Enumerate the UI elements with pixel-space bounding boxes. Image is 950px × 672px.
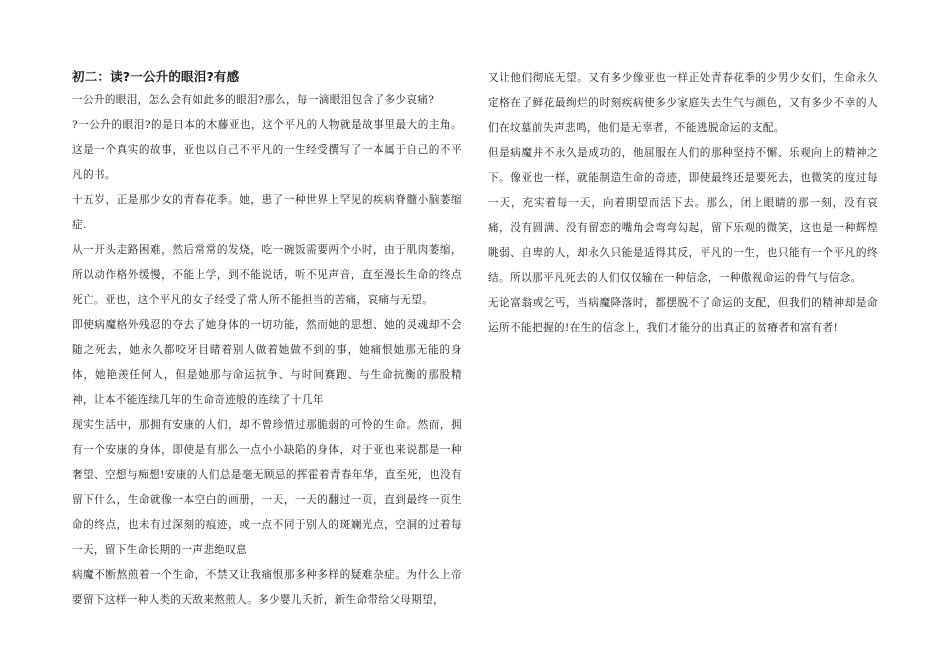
paragraph: 即使病魔格外残忍的夺去了她身体的一切功能，然而她的思想、她的灵魂却不会随之死去，她永久都咬牙目睹着别人做着她做不到的事，她痛恨她那无能的身体，她艳羡任何人，但是她那与命运抗争、与时间赛跑、与生命抗衡的那股精神，让本不能连续几年的生命奇迹般的连续了十几年: [72, 319, 462, 406]
paragraph: 病魔不断熬煎着一个生命，不禁又让我痛恨那多种多样的疑难杂症。为什么上帝要留下这样一种人类的天敌来熬煎人。多少婴儿夭折，新生命带给父母期望，: [72, 569, 462, 606]
paragraph: 现实生活中，那拥有安康的人们，却不曾珍惜过那脆弱的可怜的生命。然而，拥有一个安康的身体，即使是有那么一点小小缺陷的身体，对于亚也来说都是一种奢望、空想与痴想!安康的人们总是毫无顾忌的挥霍着青春年华，直至死，也没有留下什么，生命就像一本空白的画册，一天，一天的翻过一页，直到最终一页生命的终点，也未有过深刻的痕迹，或一点不同于别人的斑斓光点，空洞的过着每一天，留下生命长期的一声悲绝叹息: [72, 419, 462, 556]
right-column: [488, 66, 878, 341]
paragraph: 从一开头走路困难，然后常常的发烧，吃一碗饭需要两个小时，由于肌肉萎缩，所以动作格外缓慢，不能上学，到不能说话，听不见声音，直至漫长生命的终点死亡。亚也，这个平凡的女子经受了常人所不能担当的苦痛，哀痛与无望。: [72, 244, 462, 306]
paragraph: 一公升的眼泪，怎么会有如此多的眼泪?那么，每一滴眼泪包含了多少哀痛?: [72, 94, 435, 106]
essay-title: 初二：读?一公升的眼泪?有感: [72, 69, 240, 84]
paragraph: 又让他们彻底无望。又有多少像亚也一样正处青春花季的少男少女们，生命永久定格在了鲜花最绚烂的时刻疾病使多少家庭失去生气与颜色，又有多少不幸的人们在坟墓前失声悲鸣，他们是无辜者，不能逃脱命运的支配。: [488, 72, 878, 134]
paragraph: 无论富翁或乞丐，当病魔降落时，都摆脱不了命运的支配，但我们的精神却是命运所不能把握的!在生的信念上，我们才能分的出真正的贫瘠者和富有者!: [488, 297, 878, 334]
paragraph: 但是病魔并不永久是成功的，他屈服在人们的那种坚持不懈、乐观向上的精神之下。像亚也一样，就能制造生命的奇迹，即使最终还是要死去，也微笑的度过每一天，充实着每一天，向着期望而活下去。那么，闭上眼睛的那一刻，没有哀痛，没有圆满、没有留恋的嘴角会弯弯勾起，留下乐观的微笑，这也是一种辉煌眺弱、自卑的人，却永久只能是适得其反，平凡的一生，也只能有一个平凡的终结。所以那平凡死去的人们仅仅输在一种信念，一种傲视命运的骨气与信念。: [488, 147, 878, 284]
left-column: [72, 66, 462, 613]
paragraph: 十五岁，正是那少女的青春花季。她，患了一种世界上罕见的疾病脊髓小脑萎缩症.: [72, 194, 462, 231]
paragraph: ?一公升的眼泪?的是日本的木藤亚也，这个平凡的人物就是故事里最大的主角。这是一个真实的故事，亚也以自己不平凡的一生经受撰写了一本属于自己的不平凡的书。: [72, 119, 462, 181]
